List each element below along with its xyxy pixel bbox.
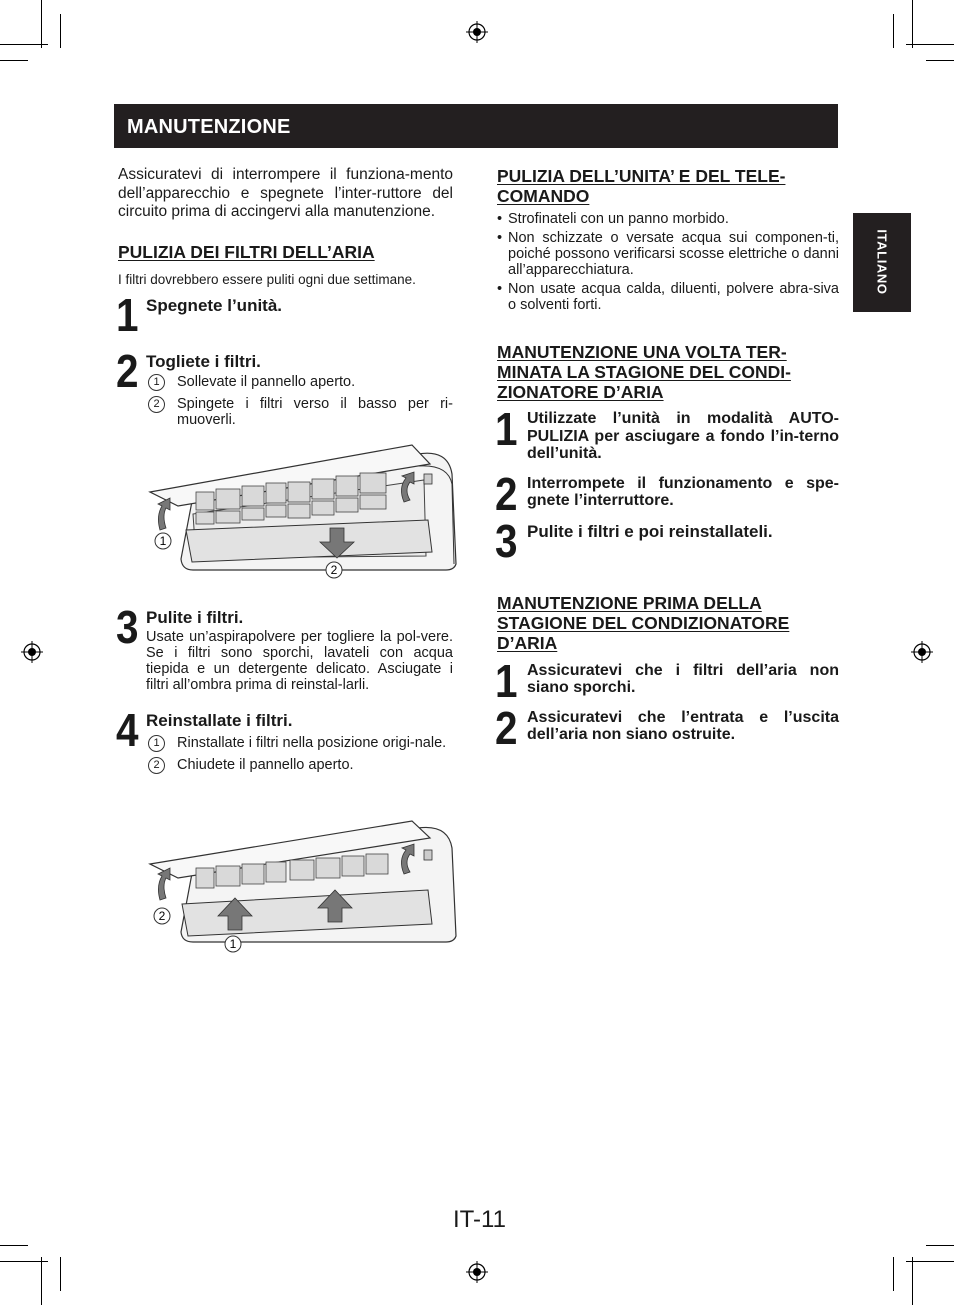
- left-column-lower: [116, 601, 453, 773]
- step-number: 3: [495, 514, 516, 567]
- crop-mark: [60, 1257, 61, 1291]
- crop-mark: [906, 44, 954, 45]
- crop-mark: [0, 60, 28, 61]
- crop-mark: [906, 1261, 954, 1262]
- end-season-section-title: MANUTENZIONE UNA VOLTA TER-MINATA LA STAGIONE DEL CONDI-ZIONATORE D’ARIA: [497, 342, 791, 402]
- crop-mark: [41, 1257, 42, 1305]
- step-title: Reinstallate i filtri.: [146, 711, 293, 730]
- filters-step-2: [116, 344, 453, 428]
- filters-step-4: [116, 704, 453, 773]
- sub-step: [146, 396, 453, 428]
- pre-season-step-2: [495, 701, 839, 754]
- figure-callout: 2: [330, 563, 338, 577]
- step-title: Assicuratevi che i filtri dell’aria non siano sporchi.: [527, 661, 839, 696]
- intro-paragraph: Assicuratevi di interrompere il funziona-mento dell’apparecchio e spegnete l’inter-ruttore del circuito prima di accingervi alla manutenzione.: [118, 166, 453, 220]
- step-title: Assicuratevi che l’entrata e l’uscita dell’aria non siano ostruite.: [527, 708, 839, 743]
- step-text: Usate un’aspirapolvere per togliere la pol-vere. Se i filtri sono sporchi, lavateli con acqua tiepida e un detergente delicato. Asciugate i filtri all’ombra prima di reinstal-larli.: [146, 629, 453, 693]
- step-title: Pulite i filtri.: [146, 608, 244, 627]
- sub-step-text: Spingete i filtri verso il basso per ri-muoverli.: [177, 395, 453, 428]
- filters-step-3: [116, 601, 453, 693]
- ac-unit-filter-reinstall-illustration: [148, 820, 458, 955]
- step-title: Pulite i filtri e poi reinstallateli.: [527, 521, 773, 541]
- step-number: 2: [495, 701, 516, 754]
- crop-mark: [41, 0, 42, 48]
- filters-section-title: PULIZIA DEI FILTRI DELL’ARIA: [118, 241, 375, 262]
- end-season-step-3: [495, 514, 839, 567]
- crop-mark: [893, 14, 894, 48]
- left-column: [118, 166, 453, 428]
- filters-step-1: [116, 288, 453, 341]
- end-season-step-1: [495, 403, 839, 463]
- right-column: [495, 166, 839, 754]
- crop-mark: [0, 1245, 28, 1246]
- bullet-text: Non schizzate o versate acqua sui componen-ti, poiché possono verificarsi scosse elettriche o danni all’apparecchiatura.: [508, 230, 839, 278]
- bullet-text: Strofinateli con un panno morbido.: [508, 211, 729, 227]
- step-number: 1: [495, 654, 516, 707]
- circled-number: 2: [148, 396, 165, 413]
- crop-mark: [912, 1257, 913, 1305]
- list-item: • Strofinateli con un panno morbido.: [497, 211, 729, 227]
- figure-callout: 1: [159, 534, 167, 548]
- list-item: • Non schizzate o versate acqua sui componen-ti, poiché possono verificarsi scosse elettriche o danni all’apparecchiatura.: [497, 230, 839, 278]
- sub-step-text: Chiudete il pannello aperto.: [177, 757, 354, 773]
- unit-cleaning-section-title: PULIZIA DELL’UNITA’ E DEL TELE-COMANDO: [497, 166, 786, 206]
- circled-number: 1: [148, 374, 165, 391]
- section-header-bar: [114, 104, 838, 148]
- crop-mark: [893, 1257, 894, 1291]
- circled-number: 2: [148, 757, 165, 774]
- step-number: 1: [495, 403, 516, 455]
- crop-mark: [912, 0, 913, 48]
- language-tab-label: ITALIANO: [874, 229, 890, 295]
- step-number: 4: [116, 704, 137, 756]
- pre-season-section-title: MANUTENZIONE PRIMA DELLA STAGIONE DEL CONDIZIONATORE D’ARIA: [497, 592, 790, 653]
- step-number: 3: [116, 601, 137, 653]
- circled-number: 1: [148, 735, 165, 752]
- list-item: • Non usate acqua calda, diluenti, polvere abra-siva o solventi forti.: [497, 281, 839, 313]
- step-title: Togliete i filtri.: [146, 351, 261, 371]
- crop-mark: [926, 60, 954, 61]
- figure-callout: 2: [158, 909, 166, 923]
- end-season-step-2: [495, 467, 839, 520]
- registration-mark-icon: [21, 641, 43, 663]
- section-title: MANUTENZIONE: [127, 116, 291, 138]
- pre-season-step-1: [495, 654, 839, 707]
- registration-mark-icon: [466, 21, 488, 43]
- step-title: Spegnete l’unità.: [146, 295, 283, 315]
- crop-mark: [926, 1245, 954, 1246]
- figure-callout: 1: [229, 937, 237, 951]
- sub-step-text: Rinstallate i filtri nella posizione origi-nale.: [177, 735, 447, 751]
- sub-step-text: Sollevate il pannello aperto.: [177, 373, 356, 390]
- sub-step: [146, 757, 453, 773]
- step-number: 1: [116, 288, 137, 341]
- filters-note: I filtri dovrebbero essere puliti ogni due settimane.: [118, 271, 416, 287]
- ac-unit-filter-removal-illustration: [148, 444, 458, 584]
- step-number: 2: [495, 467, 516, 520]
- step-number: 2: [116, 344, 137, 397]
- crop-mark: [60, 14, 61, 48]
- bullet-text: Non usate acqua calda, diluenti, polvere abra-siva o solventi forti.: [508, 281, 839, 313]
- step-title: Interrompete il funzionamento e spe-gnete l’interruttore.: [527, 474, 839, 509]
- language-tab: [853, 213, 911, 312]
- registration-mark-icon: [466, 1261, 488, 1283]
- page-number: IT-11: [453, 1206, 506, 1233]
- cleaning-bullets: [497, 211, 839, 313]
- step-title: Utilizzate l’unità in modalità AUTO-PULIZIA per asciugare a fondo l’in-terno dell’unità.: [527, 410, 839, 462]
- sub-step: [146, 374, 453, 390]
- registration-mark-icon: [911, 641, 933, 663]
- sub-step: [146, 735, 453, 751]
